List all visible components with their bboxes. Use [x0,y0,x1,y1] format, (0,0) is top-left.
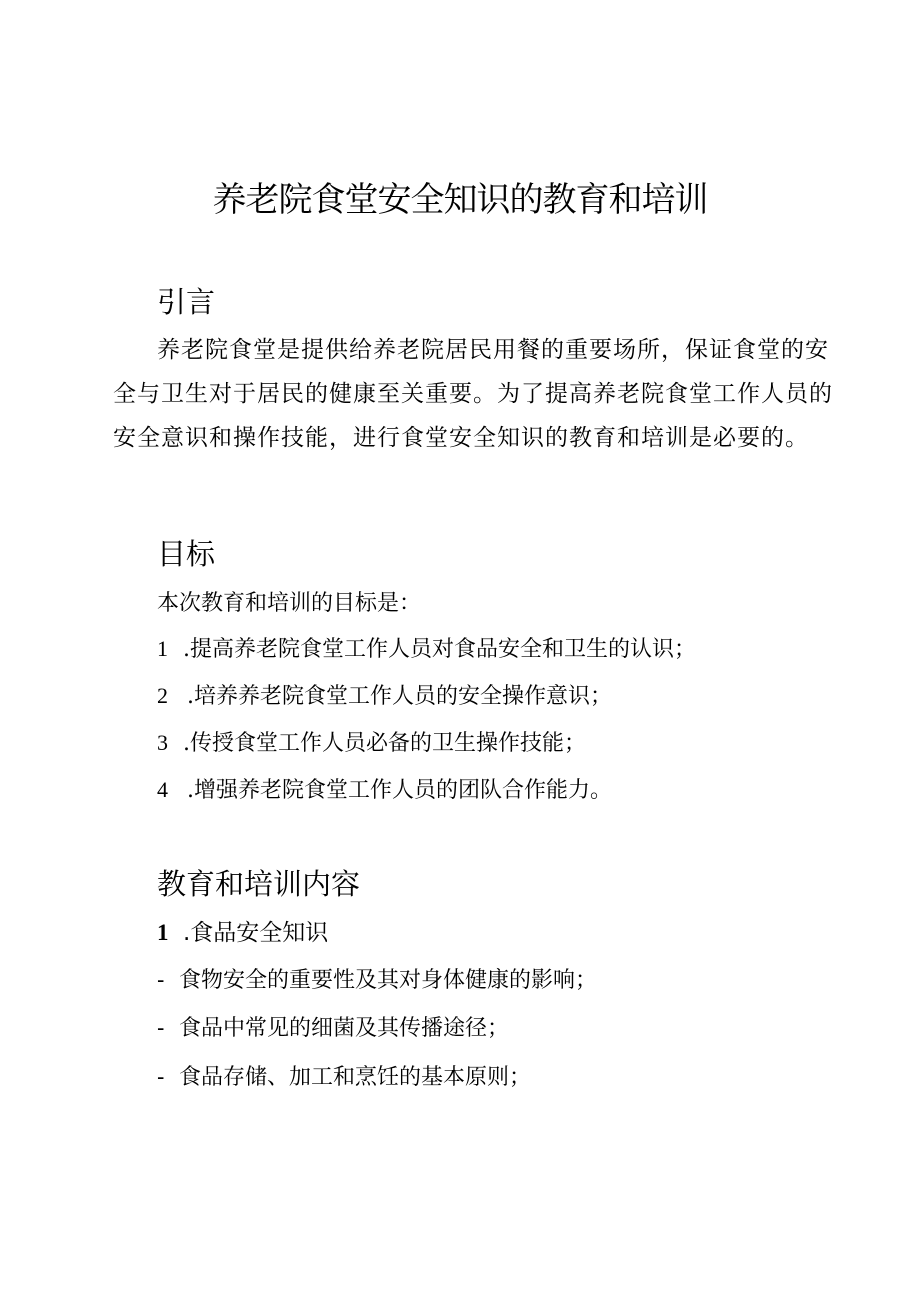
goal-item-number: 4 [157,777,168,802]
goal-item-text: .提高养老院食堂工作人员对食品安全和卫生的认识； [183,637,696,662]
goals-heading: 目标 [157,537,216,571]
content-heading: 教育和培训内容 [157,867,361,901]
goal-item-1 [157,634,696,665]
intro-line-3: 安全意识和操作技能，进行食堂安全知识的教育和培训是必要的。 [113,425,809,451]
bullet-dash: - [157,1016,165,1041]
goal-item-4 [157,775,612,806]
bullet-text: 食物安全的重要性及其对身体健康的影响； [179,968,598,993]
intro-heading: 引言 [157,285,216,319]
bullet-dash: - [157,968,165,993]
subheading-text: .食品安全知识 [183,920,329,946]
bullet-item-3 [157,1063,531,1093]
goal-item-3 [157,728,586,759]
bullet-item-2 [157,1014,509,1044]
goal-item-number: 2 [157,683,168,708]
goal-item-2 [157,681,612,712]
content-subheading-1 [157,917,328,949]
bullet-text: 食品存储、加工和烹饪的基本原则； [179,1065,532,1090]
intro-line-2: 全与卫生对于居民的健康至关重要。为了提高养老院食堂工作人员的 [113,381,833,407]
subheading-number: 1 [157,920,169,945]
goal-item-number: 3 [157,730,168,755]
goal-item-text: .培养养老院食堂工作人员的安全操作意识； [187,684,612,709]
intro-line-1: 养老院食堂是提供给养老院居民用餐的重要场所，保证食堂的安 [157,337,829,363]
goal-item-number: 1 [157,636,168,661]
goal-item-text: .增强养老院食堂工作人员的团队合作能力。 [187,778,612,803]
goals-lead: 本次教育和培训的目标是： [157,591,422,616]
bullet-item-1 [157,966,597,996]
bullet-text: 食品中常见的细菌及其传播途径； [179,1016,510,1041]
bullet-dash: - [157,1065,165,1090]
goal-item-text: .传授食堂工作人员必备的卫生操作技能； [183,731,586,756]
intro-paragraph [113,328,833,460]
document-title: 养老院食堂安全知识的教育和培训 [212,180,708,220]
